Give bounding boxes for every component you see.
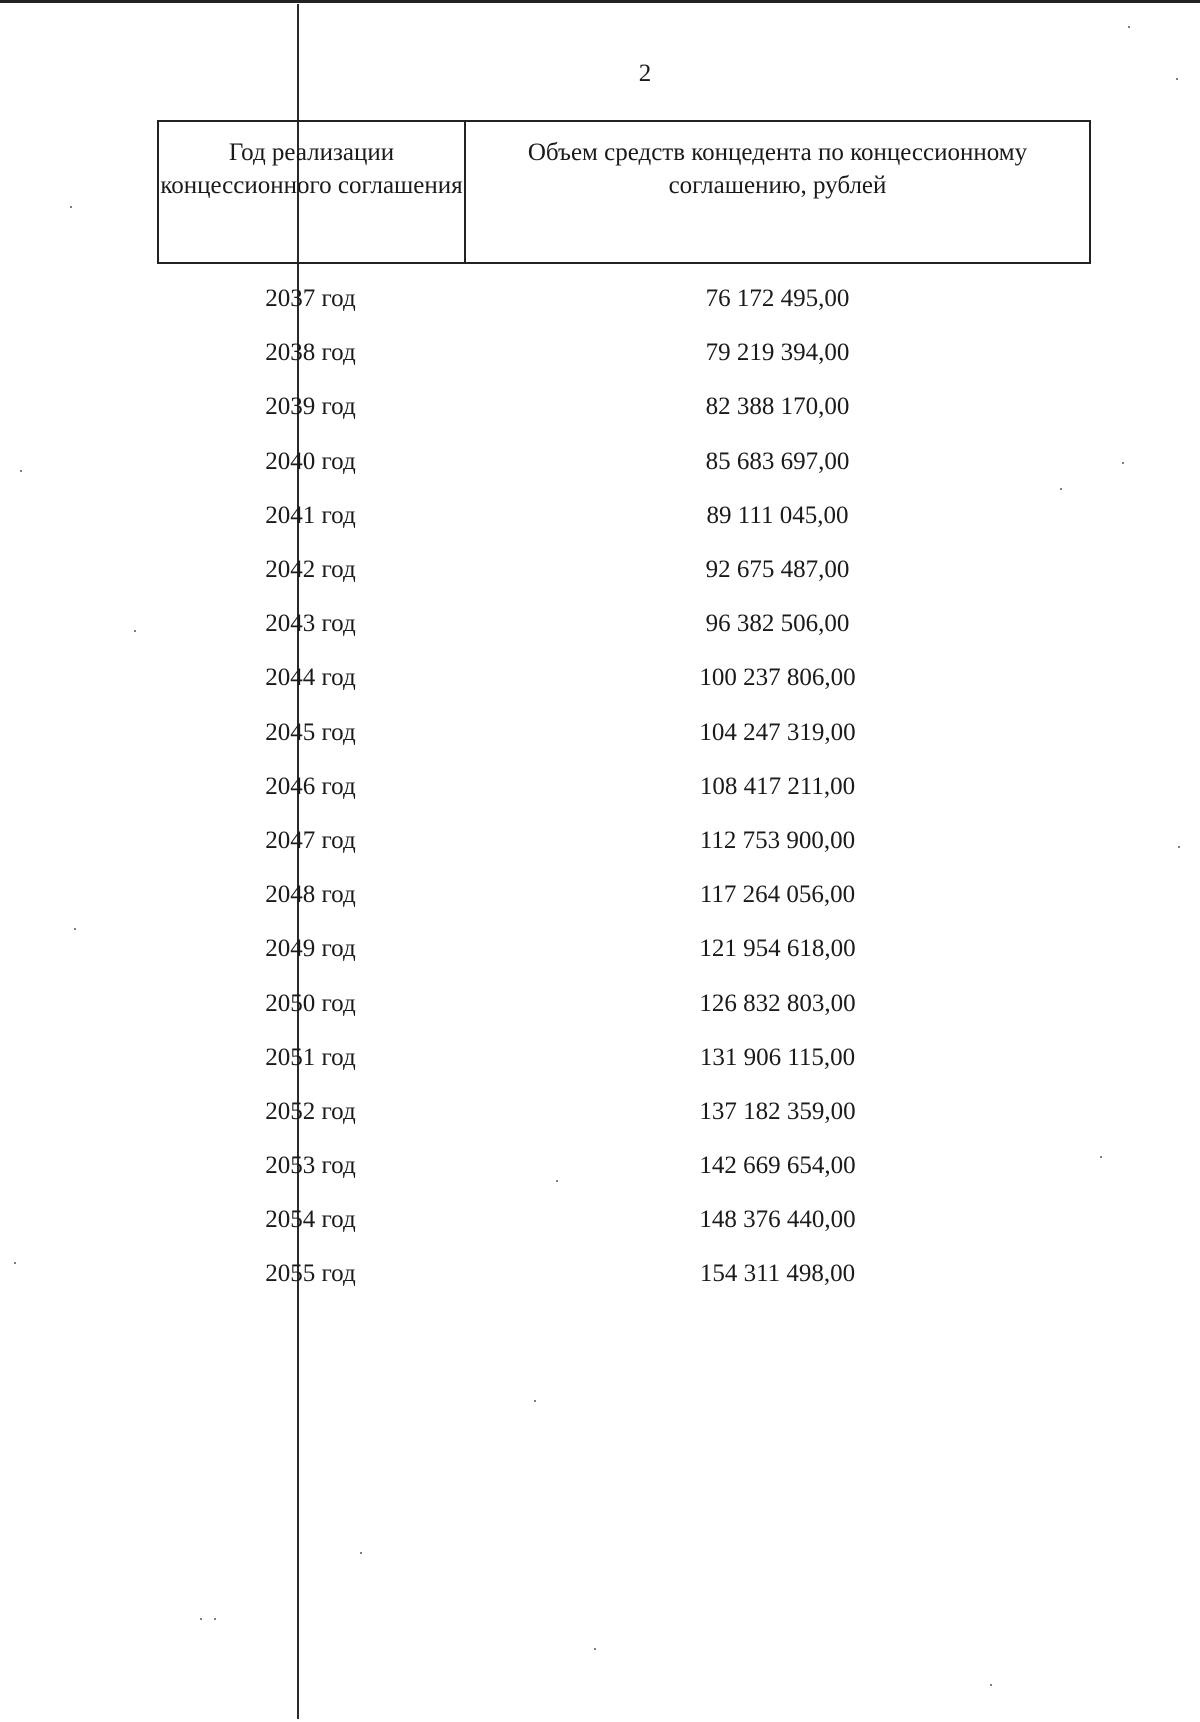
row-amount: 76 172 495,00 [705,285,850,313]
page-number: 2 [638,60,652,87]
table-row [157,380,1091,434]
row-amount: 112 753 900,00 [699,826,856,854]
row-year: 2053 год [265,1152,356,1180]
scan-speck [1178,846,1180,848]
table-row [157,922,1091,976]
table-row [157,597,1091,651]
row-amount: 126 832 803,00 [699,989,856,1017]
scan-speck [594,1648,596,1650]
row-year: 2039 год [265,393,356,421]
table-row [157,1247,1091,1301]
row-year: 2050 год [265,989,356,1017]
row-year: 2049 год [265,935,356,963]
row-amount: 117 264 056,00 [699,881,856,909]
scan-speck [1060,488,1062,490]
scan-speck [200,1618,202,1620]
table-body [157,272,1091,1302]
row-amount: 142 669 654,00 [699,1152,856,1180]
row-year: 2041 год [265,501,356,529]
table-row [157,272,1091,326]
scan-speck [134,630,136,632]
scan-speck [556,1180,558,1182]
row-year: 2043 год [265,610,356,638]
row-year: 2037 год [265,285,356,313]
row-year: 2040 год [265,447,356,475]
row-year: 2054 год [265,1206,356,1234]
table-row [157,1085,1091,1139]
scan-speck [74,928,76,930]
table-row [157,706,1091,760]
table-header [157,120,1091,264]
row-amount: 100 237 806,00 [699,664,856,692]
row-year: 2047 год [265,826,356,854]
table-row [157,1031,1091,1085]
table-row [157,1193,1091,1247]
row-year: 2048 год [265,881,356,909]
row-amount: 154 311 498,00 [699,1260,856,1288]
table-row [157,326,1091,380]
scan-speck [14,1262,16,1264]
scan-speck [1128,26,1130,28]
scan-speck [360,1552,362,1554]
scan-speck [1100,1156,1102,1158]
row-year: 2042 год [265,556,356,584]
scan-speck [1176,78,1178,80]
scan-speck [20,470,22,472]
table-row [157,1139,1091,1193]
page-top-edge [0,0,1200,3]
header-year: Год реализации концессионного соглашения [159,122,466,262]
row-amount: 104 247 319,00 [699,718,856,746]
scan-speck [990,1684,992,1686]
table-row [157,868,1091,922]
header-amount: Объем средств концедента по концессионному соглашению, рублей [527,139,1028,199]
table-row [157,435,1091,489]
row-year: 2038 год [265,339,356,367]
row-year: 2044 год [265,664,356,692]
row-year: 2046 год [265,772,356,800]
row-amount: 89 111 045,00 [706,501,849,529]
table-row [157,651,1091,705]
table-row [157,814,1091,868]
row-year: 2052 год [265,1097,356,1125]
row-amount: 82 388 170,00 [705,393,850,421]
row-year: 2051 год [265,1043,356,1071]
row-amount: 131 906 115,00 [699,1043,856,1071]
row-amount: 79 219 394,00 [705,339,850,367]
table-row [157,543,1091,597]
row-amount: 121 954 618,00 [699,935,856,963]
row-year: 2055 год [265,1260,356,1288]
scan-speck [214,1618,216,1620]
table-row [157,760,1091,814]
scan-speck [70,206,72,208]
row-amount: 148 376 440,00 [699,1206,856,1234]
table-row [157,976,1091,1030]
row-amount: 108 417 211,00 [699,772,856,800]
scan-speck [534,1400,536,1402]
scan-speck [1122,462,1124,464]
row-year: 2045 год [265,718,356,746]
row-amount: 137 182 359,00 [699,1097,856,1125]
row-amount: 96 382 506,00 [705,610,850,638]
table-row [157,489,1091,543]
row-amount: 85 683 697,00 [705,447,850,475]
row-amount: 92 675 487,00 [705,556,850,584]
